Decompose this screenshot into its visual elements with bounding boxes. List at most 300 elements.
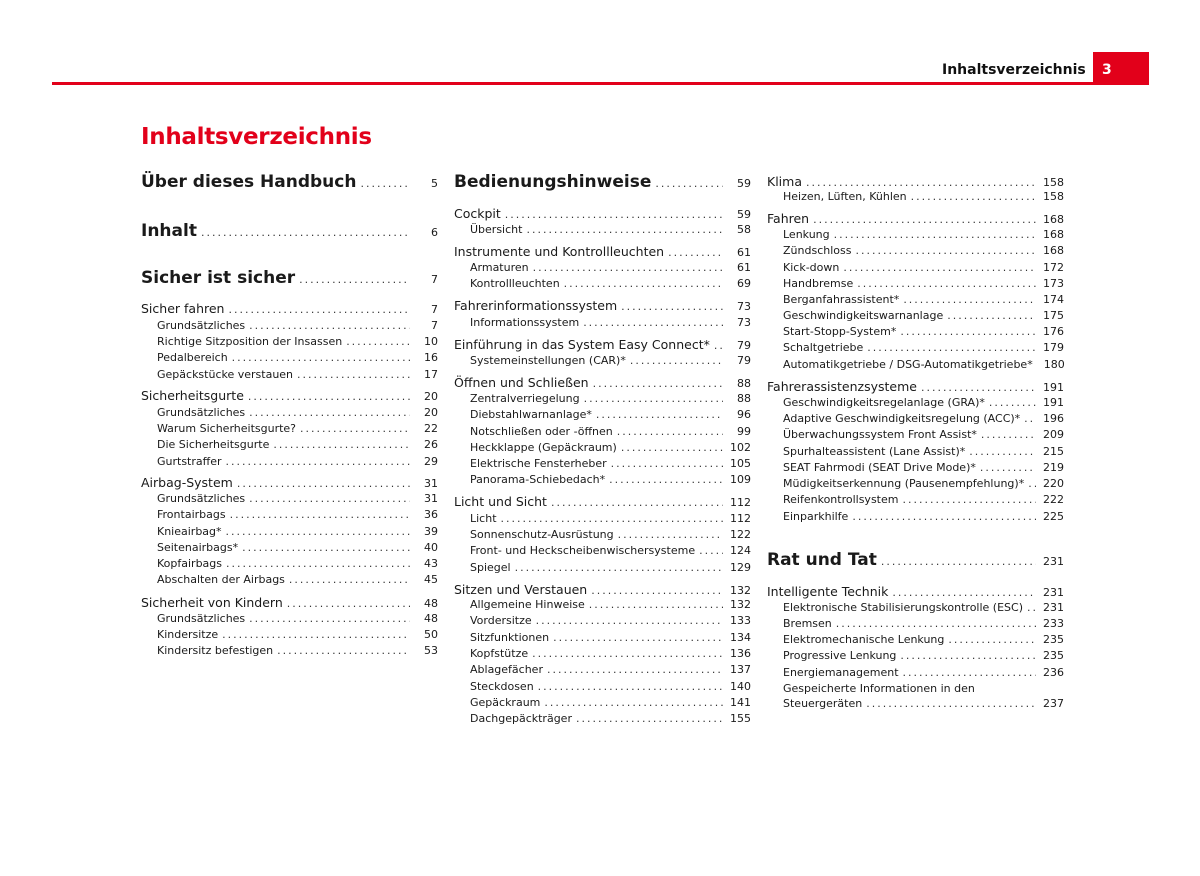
toc-section-heading [454, 172, 751, 196]
toc-dot-leader [249, 406, 410, 419]
toc-chapter-entry [454, 375, 751, 391]
toc-entry-title: Energiemanagement [783, 666, 899, 679]
toc-entry-title: Diebstahlwarnanlage* [470, 408, 592, 421]
toc-page-number: 191 [1043, 396, 1064, 409]
page-title: Inhaltsverzeichnis [141, 124, 372, 150]
toc-page-number: 196 [1043, 412, 1064, 425]
toc-chapter-entry [454, 494, 751, 510]
toc-chapter-entry [454, 206, 751, 222]
toc-dot-leader [699, 544, 723, 557]
toc-dot-leader [1028, 477, 1036, 490]
toc-page-number: 50 [424, 628, 438, 641]
toc-subentry [783, 412, 1064, 427]
toc-entry-title: Licht [470, 512, 497, 525]
toc-page-number: 43 [424, 557, 438, 570]
toc-chapter-entry [767, 174, 1064, 190]
toc-subentry [783, 261, 1064, 276]
toc-page-number: 109 [730, 473, 751, 486]
toc-chapter-entry [141, 475, 438, 491]
toc-page-number: 158 [1043, 190, 1064, 203]
toc-entry-title: Steckdosen [470, 680, 534, 693]
toc-page-number: 88 [737, 392, 751, 405]
toc-page-number: 59 [737, 177, 751, 190]
toc-page-number: 141 [730, 696, 751, 709]
toc-entry-title: Müdigkeitserkennung (Pausenempfehlung)* [783, 477, 1025, 490]
toc-page-number: 61 [737, 246, 751, 259]
header-rule [52, 82, 1149, 85]
toc-dot-leader [948, 633, 1036, 646]
toc-subentry [157, 612, 438, 627]
toc-entry-title: Front- und Heckscheibenwischersysteme [470, 544, 696, 557]
toc-page-number: 10 [424, 335, 438, 348]
toc-entry-title: Systemeinstellungen (CAR)* [470, 354, 626, 367]
toc-dot-leader [300, 422, 410, 435]
toc-page-number: 16 [424, 351, 438, 364]
toc-chapter-entry [454, 244, 751, 260]
toc-entry-title: Klima [767, 174, 802, 189]
toc-page-number: 215 [1043, 445, 1064, 458]
toc-entry-title: Notschließen oder -öffnen [470, 425, 613, 438]
toc-dot-leader [867, 341, 1036, 354]
toc-page-number: 22 [424, 422, 438, 435]
toc-subentry [157, 492, 438, 507]
toc-subentry [783, 396, 1064, 411]
toc-subentry [783, 649, 1064, 664]
toc-subentry [783, 325, 1064, 340]
toc-dot-leader [544, 696, 723, 709]
toc-page-number: 158 [1043, 176, 1064, 189]
toc-entry-title: Grundsätzliches [157, 492, 246, 505]
toc-page-number: 191 [1043, 381, 1064, 394]
toc-entry-title: Bedienungshinweise [454, 172, 652, 192]
toc-subentry [470, 544, 751, 559]
toc-chapter-entry [141, 301, 438, 317]
toc-dot-leader [553, 631, 723, 644]
toc-subentry [783, 666, 1064, 681]
toc-subentry [157, 573, 438, 588]
toc-entry-title: Geschwindigkeitsregelanlage (GRA)* [783, 396, 985, 409]
toc-entry-title: Heizen, Lüften, Kühlen [783, 190, 907, 203]
toc-subentry [470, 473, 751, 488]
toc-entry-title: Grundsätzliches [157, 406, 246, 419]
toc-subentry [157, 455, 438, 470]
toc-entry-title: Vordersitze [470, 614, 532, 627]
toc-subentry [470, 663, 751, 678]
toc-entry-title: Inhalt [141, 221, 197, 241]
toc-subentry [470, 680, 751, 695]
toc-entry-title: Pedalbereich [157, 351, 228, 364]
toc-entry-title: Elektromechanische Lenkung [783, 633, 945, 646]
toc-entry-title: Instrumente und Kontrollleuchten [454, 244, 665, 259]
toc-dot-leader [843, 261, 1036, 274]
toc-dot-leader [242, 541, 410, 554]
toc-entry-title: Ablagefächer [470, 663, 543, 676]
toc-dot-leader [232, 351, 410, 364]
toc-page-number: 48 [424, 612, 438, 625]
toc-page-number: 225 [1043, 510, 1064, 523]
toc-page-number: 17 [424, 368, 438, 381]
toc-subentry [157, 644, 438, 659]
toc-entry-title: Kopfairbags [157, 557, 223, 570]
toc-entry-title: Kindersitz befestigen [157, 644, 274, 657]
toc-subentry [783, 244, 1064, 259]
toc-subentry [157, 368, 438, 383]
toc-entry-title: Gespeicherte Informationen in den [783, 682, 975, 695]
toc-subentry [157, 335, 438, 350]
toc-entry-title: Knieairbag* [157, 525, 222, 538]
toc-entry-title: Geschwindigkeitswarnanlage [783, 309, 944, 322]
toc-chapter-entry [454, 298, 751, 314]
toc-dot-leader [589, 598, 723, 611]
toc-subentry [470, 277, 751, 292]
toc-section-heading [141, 221, 438, 245]
toc-subentry [783, 293, 1064, 308]
toc-page-number: 174 [1043, 293, 1064, 306]
toc-subentry [157, 557, 438, 572]
toc-subentry [783, 190, 1064, 205]
toc-dot-leader [714, 339, 723, 352]
toc-chapter-entry [141, 388, 438, 404]
toc-dot-leader [228, 303, 410, 316]
toc-page-number: 237 [1043, 697, 1064, 710]
page-number: 3 [1102, 62, 1112, 78]
toc-dot-leader [226, 455, 410, 468]
toc-dot-leader [903, 293, 1036, 306]
toc-entry-title: Kontrollleuchten [470, 277, 560, 290]
toc-entry-title: Rat und Tat [767, 550, 877, 570]
toc-entry-title: Spurhalteassistent (Lane Assist)* [783, 445, 966, 458]
toc-dot-leader [857, 277, 1036, 290]
toc-page-number: 99 [737, 425, 751, 438]
toc-page-number: 7 [431, 273, 438, 286]
toc-entry-title: Informationssystem [470, 316, 580, 329]
toc-dot-leader [617, 425, 723, 438]
toc-subentry [470, 598, 751, 613]
toc-subentry [470, 712, 751, 727]
toc-subentry [783, 341, 1064, 356]
toc-entry-title: Kindersitze [157, 628, 219, 641]
toc-page-number: 26 [424, 438, 438, 451]
toc-entry-title: Gepäckstücke verstauen [157, 368, 294, 381]
toc-subentry [783, 477, 1064, 492]
toc-subentry [783, 601, 1064, 616]
toc-dot-leader [230, 508, 410, 521]
toc-dot-leader [515, 561, 723, 574]
toc-entry-title: Einführung in das System Easy Connect* [454, 337, 710, 352]
toc-subentry [157, 406, 438, 421]
toc-subentry [470, 441, 751, 456]
toc-page-number: 40 [424, 541, 438, 554]
toc-subentry [157, 351, 438, 366]
toc-dot-leader [900, 649, 1036, 662]
toc-chapter-entry [767, 584, 1064, 600]
toc-page-number: 7 [431, 319, 438, 332]
toc-page-number: 175 [1043, 309, 1064, 322]
toc-subentry [157, 628, 438, 643]
toc-entry-title: Gurtstraffer [157, 455, 222, 468]
toc-page-number: 102 [730, 441, 751, 454]
toc-subentry [157, 422, 438, 437]
toc-page-number: 222 [1043, 493, 1064, 506]
toc-subentry [470, 512, 751, 527]
toc-section-heading [141, 172, 438, 196]
toc-subentry [783, 682, 1064, 697]
toc-entry-title: Handbremse [783, 277, 854, 290]
toc-subentry [470, 261, 751, 276]
toc-subentry [470, 408, 751, 423]
toc-page-number: 132 [730, 584, 751, 597]
toc-entry-title: Sitzfunktionen [470, 631, 550, 644]
toc-page-number: 155 [730, 712, 751, 725]
toc-entry-title: Grundsätzliches [157, 612, 246, 625]
toc-subentry [157, 541, 438, 556]
toc-page-number: 179 [1043, 341, 1064, 354]
toc-entry-title: Grundsätzliches [157, 319, 246, 332]
toc-section-heading [141, 268, 438, 292]
toc-dot-leader [287, 597, 410, 610]
toc-entry-title: Elektronische Stabilisierungskontrolle (ESC) [783, 601, 1024, 614]
toc-page-number: 73 [737, 300, 751, 313]
toc-dot-leader [969, 445, 1036, 458]
toc-page-number: 79 [737, 339, 751, 352]
toc-dot-leader [297, 368, 410, 381]
toc-subentry [157, 438, 438, 453]
toc-subentry [783, 697, 1064, 712]
toc-entry-title: Reifenkontrollsystem [783, 493, 899, 506]
toc-dot-leader [921, 381, 1036, 394]
toc-dot-leader [505, 208, 723, 221]
toc-entry-title: Fahrerassistenzsysteme [767, 379, 917, 394]
toc-entry-title: SEAT Fahrmodi (SEAT Drive Mode)* [783, 461, 976, 474]
toc-subentry [783, 617, 1064, 632]
toc-entry-title: Warum Sicherheitsgurte? [157, 422, 297, 435]
toc-entry-title: Zentralverriegelung [470, 392, 580, 405]
toc-subentry [157, 319, 438, 334]
toc-dot-leader [806, 176, 1036, 189]
toc-page-number: 73 [737, 316, 751, 329]
toc-dot-leader [834, 228, 1036, 241]
toc-dot-leader [655, 177, 723, 190]
toc-dot-leader [538, 680, 723, 693]
running-header-title: Inhaltsverzeichnis [942, 62, 1086, 78]
toc-dot-leader [855, 244, 1036, 257]
toc-dot-leader [611, 457, 723, 470]
toc-subentry [783, 493, 1064, 508]
toc-entry-title: Elektrische Fensterheber [470, 457, 607, 470]
toc-entry-title: Übersicht [470, 223, 523, 236]
toc-page-number: 53 [424, 644, 438, 657]
toc-entry-title: Cockpit [454, 206, 501, 221]
toc-entry-title: Automatikgetriebe / DSG-Automatikgetriebe* [783, 358, 1033, 371]
toc-entry-title: Steuergeräten [783, 697, 863, 710]
toc-entry-title: Panorama-Schiebedach* [470, 473, 606, 486]
toc-entry-title: Sicher ist sicher [141, 268, 296, 288]
toc-page-number: 88 [737, 377, 751, 390]
toc-page-number: 31 [424, 477, 438, 490]
toc-dot-leader [852, 510, 1036, 523]
toc-dot-leader [621, 300, 723, 313]
toc-entry-title: Sicherheitsgurte [141, 388, 244, 403]
toc-dot-leader [900, 325, 1036, 338]
toc-entry-title: Licht und Sicht [454, 494, 547, 509]
toc-page-number: 105 [730, 457, 751, 470]
toc-page-number: 20 [424, 390, 438, 403]
toc-entry-title: Zündschloss [783, 244, 852, 257]
toc-entry-title: Intelligente Technik [767, 584, 889, 599]
toc-section-heading [767, 550, 1064, 574]
toc-page-number: 235 [1043, 649, 1064, 662]
toc-page-number: 176 [1043, 325, 1064, 338]
toc-page-number: 112 [730, 496, 751, 509]
toc-entry-title: Kick-down [783, 261, 840, 274]
toc-page-number: 134 [730, 631, 751, 644]
toc-dot-leader [621, 441, 723, 454]
toc-entry-title: Richtige Sitzposition der Insassen [157, 335, 343, 348]
toc-dot-leader [289, 573, 410, 586]
toc-page-number: 233 [1043, 617, 1064, 630]
toc-page-number: 58 [737, 223, 751, 236]
toc-page-number: 7 [431, 303, 438, 316]
toc-page-number: 61 [737, 261, 751, 274]
toc-dot-leader [273, 438, 410, 451]
toc-dot-leader [911, 190, 1036, 203]
toc-chapter-entry [767, 211, 1064, 227]
toc-page-number: 133 [730, 614, 751, 627]
toc-dot-leader [249, 612, 410, 625]
toc-dot-leader [299, 273, 410, 286]
toc-dot-leader [533, 261, 723, 274]
toc-subentry [783, 309, 1064, 324]
toc-dot-leader [813, 213, 1036, 226]
toc-page-number: 20 [424, 406, 438, 419]
toc-subentry [470, 631, 751, 646]
toc-dot-leader [346, 335, 410, 348]
toc-page-number: 96 [737, 408, 751, 421]
toc-page-number: 236 [1043, 666, 1064, 679]
toc-subentry [470, 354, 751, 369]
toc-dot-leader [237, 477, 410, 490]
toc-subentry [470, 614, 751, 629]
toc-subentry [157, 508, 438, 523]
toc-entry-title: Dachgepäckträger [470, 712, 572, 725]
toc-page-number: 124 [730, 544, 751, 557]
toc-chapter-entry [767, 379, 1064, 395]
toc-subentry [470, 528, 751, 543]
toc-page-number: 132 [730, 598, 751, 611]
toc-page-number: 137 [730, 663, 751, 676]
toc-chapter-entry [454, 582, 751, 598]
toc-subentry [783, 510, 1064, 525]
toc-dot-leader [532, 647, 723, 660]
toc-dot-leader [226, 525, 410, 538]
toc-page-number: 220 [1043, 477, 1064, 490]
toc-dot-leader [547, 663, 723, 676]
toc-chapter-entry [141, 595, 438, 611]
toc-dot-leader [836, 617, 1036, 630]
toc-dot-leader [222, 628, 410, 641]
toc-entry-title: Die Sicherheitsgurte [157, 438, 270, 451]
toc-subentry [470, 561, 751, 576]
toc-dot-leader [277, 644, 410, 657]
toc-entry-title: Bremsen [783, 617, 832, 630]
toc-entry-title: Lenkung [783, 228, 830, 241]
toc-dot-leader [501, 512, 723, 525]
toc-page-number: 31 [424, 492, 438, 505]
toc-dot-leader [902, 493, 1036, 506]
toc-dot-leader [881, 555, 1036, 568]
toc-page-number: 173 [1043, 277, 1064, 290]
toc-entry-title: Sicher fahren [141, 301, 225, 316]
toc-entry-title: Gepäckraum [470, 696, 541, 709]
toc-entry-title: Adaptive Geschwindigkeitsregelung (ACC)* [783, 412, 1021, 425]
toc-entry-title: Sicherheit von Kindern [141, 595, 283, 610]
toc-chapter-entry [454, 337, 751, 353]
toc-page-number: 122 [730, 528, 751, 541]
toc-dot-leader [596, 408, 723, 421]
toc-dot-leader [248, 390, 410, 403]
toc-entry-title: Berganfahrassistent* [783, 293, 900, 306]
toc-subentry [783, 445, 1064, 460]
toc-dot-leader [576, 712, 723, 725]
toc-entry-title: Armaturen [470, 261, 529, 274]
toc-page-number: 231 [1043, 601, 1064, 614]
toc-dot-leader [201, 226, 410, 239]
toc-dot-leader [249, 319, 410, 332]
toc-dot-leader [249, 492, 410, 505]
toc-page-number: 231 [1043, 586, 1064, 599]
toc-page-number: 39 [424, 525, 438, 538]
toc-dot-leader [609, 473, 723, 486]
toc-entry-title: Allgemeine Hinweise [470, 598, 585, 611]
toc-dot-leader [536, 614, 723, 627]
toc-entry-title: Fahrerinformationssystem [454, 298, 618, 313]
toc-subentry [470, 457, 751, 472]
toc-dot-leader [1027, 601, 1036, 614]
toc-page-number: 5 [431, 177, 438, 190]
toc-page-number: 180 [1043, 358, 1065, 371]
toc-dot-leader [981, 428, 1036, 441]
toc-entry-title: Sonnenschutz-Ausrüstung [470, 528, 614, 541]
toc-entry-title: Fahren [767, 211, 810, 226]
toc-dot-leader [226, 557, 410, 570]
toc-entry-title: Progressive Lenkung [783, 649, 897, 662]
toc-page-number: 168 [1043, 244, 1064, 257]
toc-page-number: 48 [424, 597, 438, 610]
toc-page-number: 172 [1043, 261, 1064, 274]
toc-dot-leader [980, 461, 1036, 474]
toc-subentry [470, 392, 751, 407]
toc-dot-leader [668, 246, 723, 259]
toc-subentry [470, 425, 751, 440]
toc-dot-leader [584, 392, 723, 405]
toc-page-number: 140 [730, 680, 751, 693]
toc-entry-title: Abschalten der Airbags [157, 573, 285, 586]
toc-dot-leader [989, 396, 1036, 409]
toc-page-number: 112 [730, 512, 751, 525]
toc-dot-leader [593, 377, 723, 390]
toc-page-number: 231 [1043, 555, 1064, 568]
toc-subentry [783, 461, 1064, 476]
toc-page-number: 235 [1043, 633, 1064, 646]
toc-dot-leader [947, 309, 1036, 322]
toc-entry-title: Schaltgetriebe [783, 341, 864, 354]
toc-dot-leader [618, 528, 723, 541]
toc-dot-leader [591, 584, 723, 597]
toc-dot-leader [903, 666, 1036, 679]
toc-entry-title: Einparkhilfe [783, 510, 849, 523]
toc-dot-leader [1024, 412, 1036, 425]
toc-page-number: 29 [424, 455, 438, 468]
